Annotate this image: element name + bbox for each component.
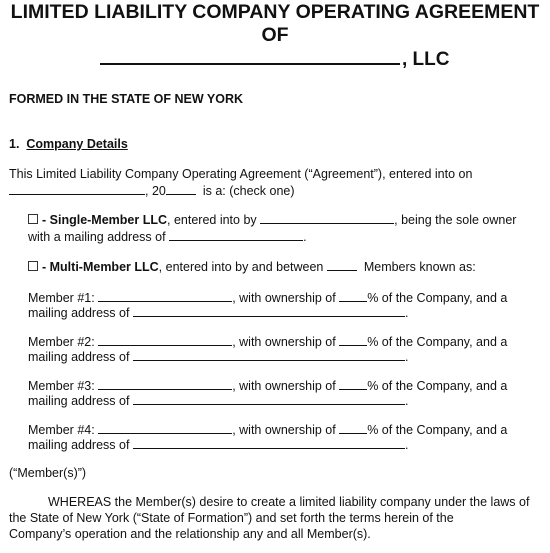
percent-text: % of the Company, and a (367, 379, 508, 393)
ownership-blank[interactable] (339, 289, 367, 302)
mailing-blank[interactable] (133, 348, 405, 361)
single-member-text: , entered into by (167, 213, 257, 227)
ownership-text: , with ownership of (232, 379, 336, 393)
member-name-blank[interactable] (98, 421, 232, 434)
members-definition: (“Member(s)”) (9, 466, 87, 480)
year-prefix: , 20 (145, 184, 166, 198)
whereas-line-3: Company’s operation and the relationship any and all Member(s). (9, 527, 371, 541)
period: . (404, 438, 409, 452)
ownership-blank[interactable] (339, 421, 367, 434)
member-3-mailing (28, 392, 408, 409)
single-member-option (28, 211, 516, 228)
member-label: Member #4: (28, 423, 95, 437)
single-owner-blank[interactable] (260, 211, 394, 224)
single-mailing-label: with a mailing address of (28, 230, 166, 244)
section-number: 1. (9, 137, 20, 151)
mailing-blank[interactable] (133, 392, 405, 405)
formed-in-state: FORMED IN THE STATE OF NEW YORK (9, 92, 244, 106)
member-label: Member #2: (28, 335, 95, 349)
period: . (404, 350, 409, 364)
year-blank[interactable] (166, 182, 196, 195)
intro-line-1: This Limited Liability Company Operating Agreement (“Agreement”), entered into on (9, 167, 473, 181)
period: . (404, 306, 409, 320)
single-member-checkbox[interactable] (28, 214, 38, 224)
ownership-text: , with ownership of (232, 423, 336, 437)
intro-line-2 (9, 182, 295, 199)
mailing-label: mailing address of (28, 438, 130, 452)
single-mailing-line (28, 228, 307, 245)
members-known-as: Members known as: (363, 260, 476, 274)
company-name-blank[interactable] (100, 46, 400, 65)
member-2-mailing (28, 348, 408, 365)
multi-member-option (28, 258, 476, 275)
member-1-mailing (28, 304, 408, 321)
mailing-blank[interactable] (133, 436, 405, 449)
percent-text: % of the Company, and a (367, 423, 508, 437)
member-name-blank[interactable] (98, 289, 232, 302)
whereas-line-2: the State of New York (“State of Formation”) and set forth the terms herein of the (9, 511, 454, 525)
multi-member-text: , entered into by and between (158, 260, 324, 274)
multi-member-label: - Multi-Member LLC (42, 260, 159, 274)
document-title-of: OF (261, 24, 289, 46)
mailing-label: mailing address of (28, 350, 130, 364)
member-4-mailing (28, 436, 408, 453)
member-name-blank[interactable] (98, 377, 232, 390)
mailing-blank[interactable] (133, 304, 405, 317)
member-label: Member #3: (28, 379, 95, 393)
member-name-blank[interactable] (98, 333, 232, 346)
ownership-blank[interactable] (339, 333, 367, 346)
company-name-line (100, 46, 450, 71)
percent-text: % of the Company, and a (367, 291, 508, 305)
period: . (303, 230, 307, 244)
multi-member-checkbox[interactable] (28, 261, 38, 271)
member-count-blank[interactable] (327, 258, 357, 271)
member-label: Member #1: (28, 291, 95, 305)
whereas-line-1: WHEREAS the Member(s) desire to create a limited liability company under the laws of (48, 495, 530, 509)
ownership-text: , with ownership of (232, 291, 336, 305)
section-heading (9, 137, 128, 151)
ownership-blank[interactable] (339, 377, 367, 390)
mailing-label: mailing address of (28, 394, 130, 408)
section-title: Company Details (26, 137, 128, 151)
ownership-text: , with ownership of (232, 335, 336, 349)
date-blank[interactable] (9, 182, 145, 195)
document-title: LIMITED LIABILITY COMPANY OPERATING AGREEMENT (10, 1, 540, 23)
period: . (404, 394, 409, 408)
llc-suffix: , LLC (402, 49, 450, 70)
check-one-text: is a: (check one) (202, 184, 295, 198)
single-mailing-blank[interactable] (169, 228, 303, 241)
single-member-label: - Single-Member LLC (42, 213, 168, 227)
percent-text: % of the Company, and a (367, 335, 508, 349)
mailing-label: mailing address of (28, 306, 130, 320)
sole-owner-text: , being the sole owner (394, 213, 517, 227)
